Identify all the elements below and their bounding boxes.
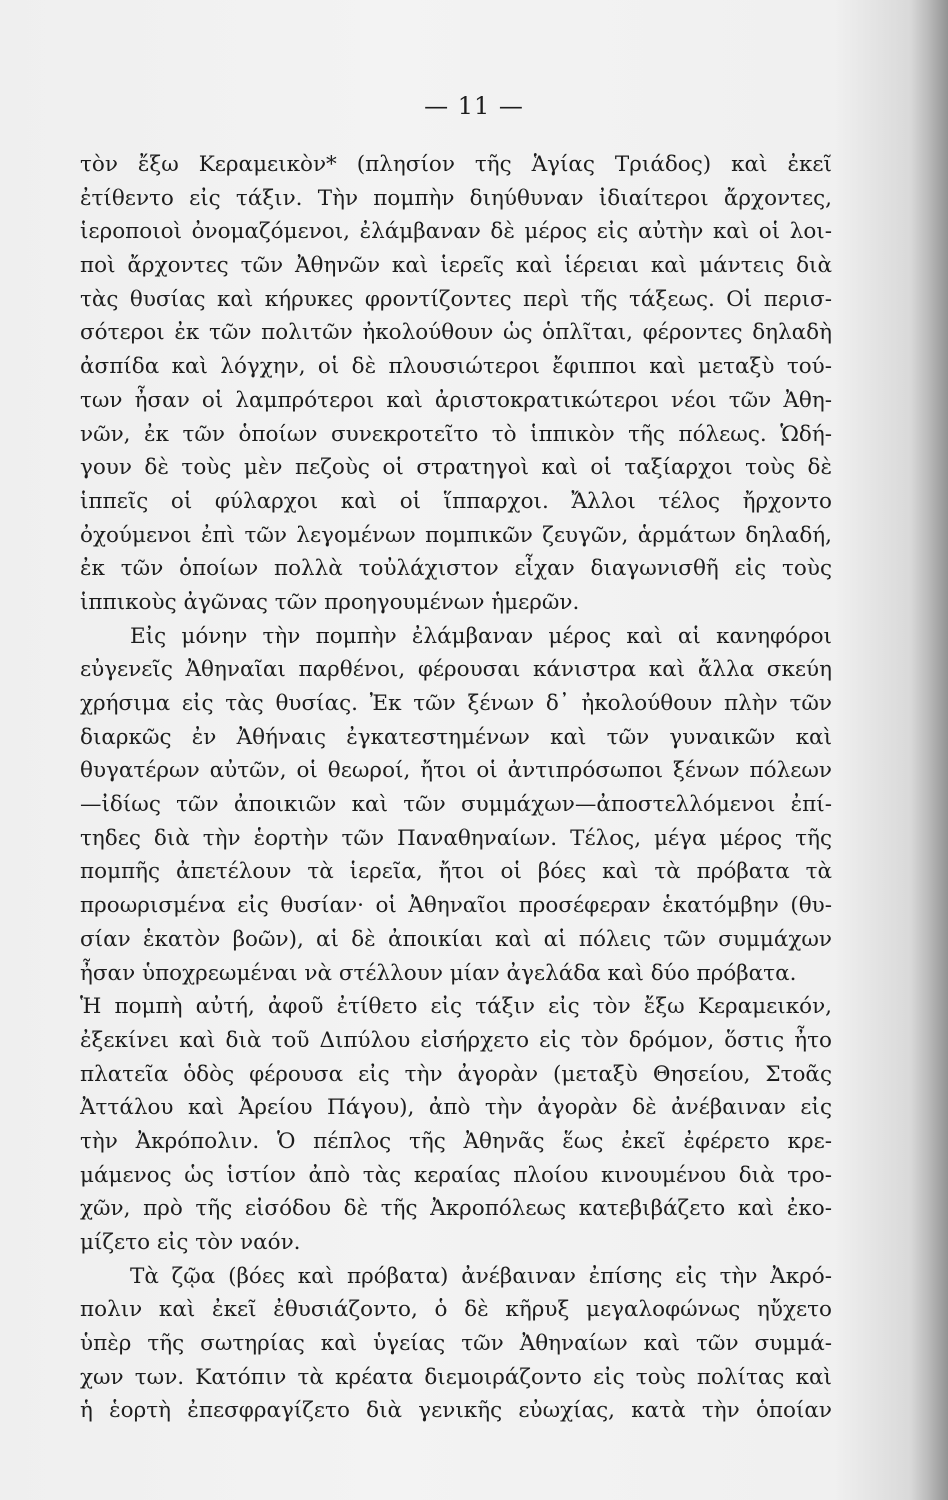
- text-line: ἐκ τῶν ὁποίων πολλὰ τοὐλάχιστον εἶχαν διαγωνισθῆ εἰς τοὺς: [80, 556, 832, 582]
- text-line: Τὰ ζῷα (βόες καὶ πρόβατα) ἀνέβαιναν ἐπίσης εἰς τὴν Ἀκρό-: [130, 1263, 832, 1289]
- text-line: διαρκῶς ἐν Ἀθήναις ἐγκατεστημένων καὶ τῶν γυναικῶν καὶ: [80, 724, 832, 750]
- text-line: σότεροι ἐκ τῶν πολιτῶν ἠκολούθουν ὡς ὁπλῖται, φέροντες δηλαδὴ: [80, 320, 832, 346]
- text-line: τηδες διὰ τὴν ἑορτὴν τῶν Παναθηναίων. Τέλος, μέγα μέρος τῆς: [80, 825, 832, 851]
- text-line: Ἡ πομπὴ αὐτή, ἀφοῦ ἐτίθετο εἰς τάξιν εἰς τὸν ἔξω Κεραμεικόν,: [80, 994, 832, 1020]
- text-line: ὀχούμενοι ἐπὶ τῶν λεγομένων πομπικῶν ζευγῶν, ἁρμάτων δηλαδή,: [80, 522, 832, 548]
- text-line: ἱεροποιοὶ ὀνομαζόμενοι, ἐλάμβαναν δὲ μέρος εἰς αὐτὴν καὶ οἱ λοι-: [80, 219, 832, 245]
- text-line: πολιν καὶ ἐκεῖ ἐθυσιάζοντο, ὁ δὲ κῆρυξ μεγαλοφώνως ηὔχετο: [80, 1297, 832, 1323]
- text-line: θυγατέρων αὐτῶν, οἱ θεωροί, ἤτοι οἱ ἀντιπρόσωποι ξένων πόλεων: [80, 758, 832, 784]
- body-text: [80, 148, 832, 1428]
- text-line: χρήσιμα εἰς τὰς θυσίας. Ἐκ τῶν ξένων δ᾽ ἠκολούθουν πλὴν τῶν: [80, 691, 832, 716]
- text-line: ὑπὲρ τῆς σωτηρίας καὶ ὑγείας τῶν Ἀθηναίων καὶ τῶν συμμά-: [80, 1331, 832, 1357]
- text-line: ποὶ ἄρχοντες τῶν Ἀθηνῶν καὶ ἱερεῖς καὶ ἱέρειαι καὶ μάντεις διὰ: [80, 253, 832, 279]
- text-line: ἡ ἑορτὴ ἐπεσφραγίζετο διὰ γενικῆς εὐωχίας, κατὰ τὴν ὁποίαν: [80, 1398, 832, 1424]
- text-line: ἐτίθεντο εἰς τάξιν. Τὴν πομπὴν διηύθυναν ἰδιαίτεροι ἄρχοντες,: [80, 185, 832, 211]
- text-line: εὐγενεῖς Ἀθηναῖαι παρθένοι, φέρουσαι κάνιστρα καὶ ἄλλα σκεύη: [80, 657, 832, 683]
- text-line: νῶν, ἐκ τῶν ὁποίων συνεκροτεῖτο τὸ ἱππικὸν τῆς πόλεως. Ὡδή-: [80, 421, 832, 447]
- text-line: τὴν Ἀκρόπολιν. Ὁ πέπλος τῆς Ἀθηνᾶς ἕως ἐκεῖ ἐφέρετο κρε-: [80, 1128, 832, 1154]
- text-line: χων των. Κατόπιν τὰ κρέατα διεμοιράζοντο εἰς τοὺς πολίτας καὶ: [80, 1364, 832, 1390]
- text-line: ἱππικοὺς ἀγῶνας τῶν προηγουμένων ἡμερῶν.: [80, 589, 580, 615]
- text-line: —ἰδίως τῶν ἀποικιῶν καὶ τῶν συμμάχων—ἀποστελλόμενοι ἐπί-: [80, 792, 832, 818]
- text-line: των ἦσαν οἱ λαμπρότεροι καὶ ἀριστοκρατικώτεροι νέοι τῶν Ἀθη-: [80, 387, 832, 413]
- text-line: πομπῆς ἀπετέλουν τὰ ἱερεῖα, ἤτοι οἱ βόες καὶ τὰ πρόβατα τὰ: [80, 859, 832, 885]
- text-line: Ἀττάλου καὶ Ἀρείου Πάγου), ἀπὸ τὴν ἀγορὰν δὲ ἀνέβαιναν εἰς: [80, 1095, 832, 1121]
- text-line: ἀσπίδα καὶ λόγχην, οἱ δὲ πλουσιώτεροι ἔφιπποι καὶ μεταξὺ τού-: [80, 354, 832, 380]
- text-line: σίαν ἑκατὸν βοῶν), αἱ δὲ ἀποικίαι καὶ αἱ πόλεις τῶν συμμάχων: [80, 926, 832, 952]
- text-line: μάμενος ὡς ἱστίον ἀπὸ τὰς κεραίας πλοίου κινουμένου διὰ τρο-: [80, 1162, 832, 1188]
- text-line: ἐξεκίνει καὶ διὰ τοῦ Διπύλου εἰσήρχετο εἰς τὸν δρόμον, ὅστις ἦτο: [80, 1027, 832, 1053]
- page-edge-shadow: [910, 0, 948, 1500]
- text-line: γουν δὲ τοὺς μὲν πεζοὺς οἱ στρατηγοὶ καὶ οἱ ταξίαρχοι τοὺς δὲ: [80, 455, 832, 481]
- text-line: προωρισμένα εἰς θυσίαν· οἱ Ἀθηναῖοι προσέφεραν ἑκατόμβην (θυ-: [80, 893, 832, 919]
- text-line: πλατεῖα ὁδὸς φέρουσα εἰς τὴν ἀγορὰν (μεταξὺ Θησείου, Στοᾶς: [80, 1061, 832, 1087]
- text-line: τὸν ἔξω Κεραμεικὸν* (πλησίον τῆς Ἁγίας Τριάδος) καὶ ἐκεῖ: [80, 152, 832, 177]
- text-line: ἱππεῖς οἱ φύλαρχοι καὶ οἱ ἵππαρχοι. Ἄλλοι τέλος ἤρχοντο: [80, 488, 832, 514]
- text-line: τὰς θυσίας καὶ κήρυκες φροντίζοντες περὶ τῆς τάξεως. Οἱ περισ-: [80, 286, 832, 312]
- text-line: Εἰς μόνην τὴν πομπὴν ἐλάμβαναν μέρος καὶ αἱ κανηφόροι: [130, 623, 832, 649]
- page-number: — 11 —: [424, 92, 524, 120]
- text-line: ἦσαν ὑποχρεωμέναι νὰ στέλλουν μίαν ἀγελάδα καὶ δύο πρόβατα.: [80, 960, 797, 986]
- text-line: χῶν, πρὸ τῆς εἰσόδου δὲ τῆς Ἀκροπόλεως κατεβιβάζετο καὶ ἐκο-: [80, 1196, 832, 1222]
- text-line: μίζετο εἰς τὸν ναόν.: [80, 1230, 301, 1255]
